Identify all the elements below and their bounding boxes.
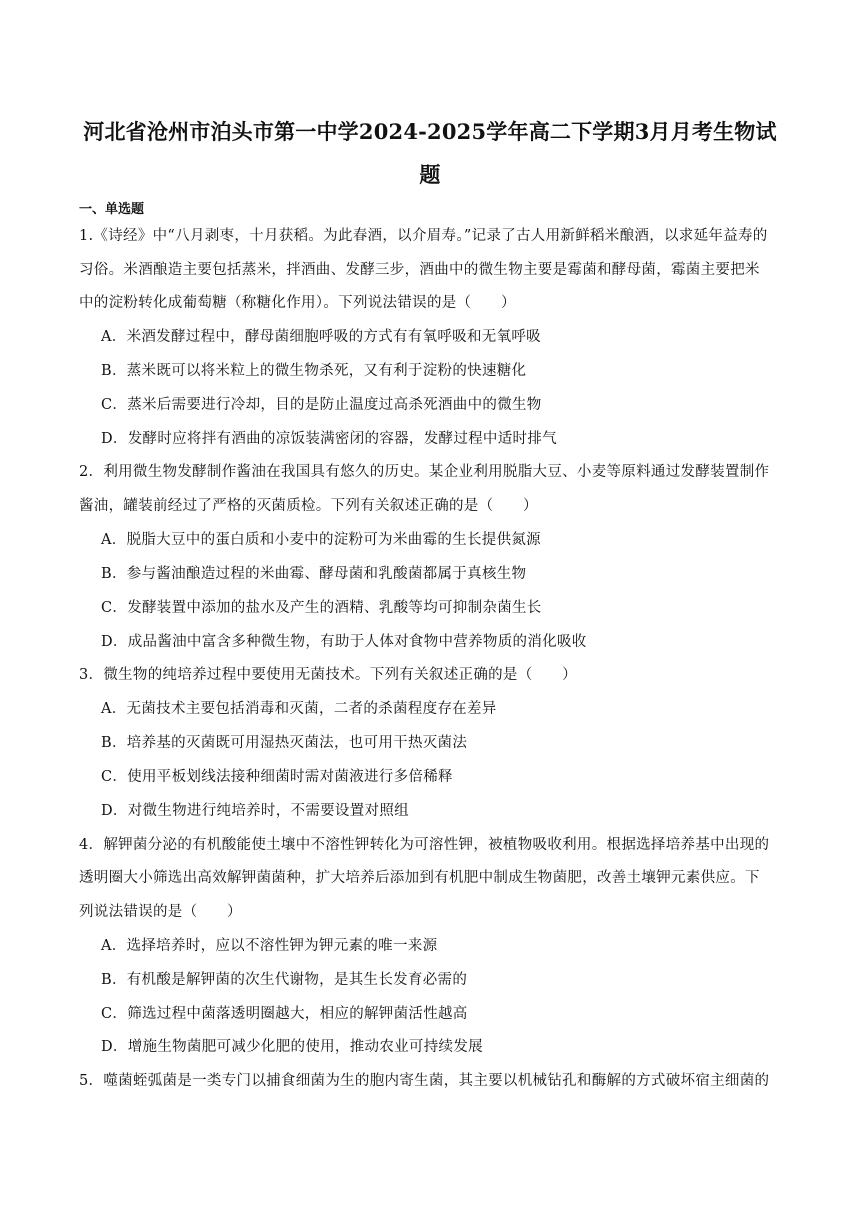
question-1-text: 1.《诗经》中“八月剥枣，十月获稻。为此春酒，以介眉寿。”记录了古人用新鲜稻米酿酒，以求延年益寿的 bbox=[79, 228, 768, 244]
question-2-text: 2．利用微生物发酵制作酱油在我国具有悠久的历史。某企业利用脱脂大豆、小麦等原料通过发酵装置制作 bbox=[79, 464, 770, 480]
question-4-text: 透明圈大小筛选出高效解钾菌菌种，扩大培养后添加到有机肥中制成生物菌肥，改善土壤钾元素供应。下 bbox=[79, 870, 760, 886]
question-3-text: 3．微生物的纯培养过程中要使用无菌技术。下列有关叙述正确的是（ ） bbox=[79, 667, 577, 683]
document-title: 河北省沧州市泊头市第一中学2024-2025学年高二下学期3月月考生物试 bbox=[83, 119, 777, 144]
question-1-option-c: C．蒸米后需要进行冷却，目的是防止温度过高杀死酒曲中的微生物 bbox=[101, 397, 542, 413]
question-2-option-c: C．发酵装置中添加的盐水及产生的酒精、乳酸等均可抑制杂菌生长 bbox=[101, 600, 542, 616]
question-3-option-d: D．对微生物进行纯培养时，不需要设置对照组 bbox=[101, 803, 409, 819]
question-2-option-b: B．参与酱油酿造过程的米曲霉、酵母菌和乳酸菌都属于真核生物 bbox=[101, 566, 527, 582]
section-heading: 一、单选题 bbox=[79, 202, 145, 217]
question-1-option-b: B．蒸米既可以将米粒上的微生物杀死，又有利于淀粉的快速糖化 bbox=[101, 363, 527, 379]
question-4-option-b: B．有机酸是解钾菌的次生代谢物，是其生长发育必需的 bbox=[101, 972, 468, 988]
question-4-option-d: D．增施生物菌肥可减少化肥的使用，推动农业可持续发展 bbox=[101, 1039, 483, 1055]
question-1-option-a: A．米酒发酵过程中，酵母菌细胞呼吸的方式有有氧呼吸和无氧呼吸 bbox=[101, 329, 541, 345]
question-2-option-a: A．脱脂大豆中的蛋白质和小麦中的淀粉可为米曲霉的生长提供氮源 bbox=[101, 532, 541, 548]
question-5-text: 5．噬菌蛭弧菌是一类专门以捕食细菌为生的胞内寄生菌，其主要以机械钻孔和酶解的方式破坏宿主细菌的 bbox=[79, 1073, 770, 1089]
document-title-continued: 题 bbox=[419, 162, 441, 187]
question-4-option-c: C．筛选过程中菌落透明圈越大，相应的解钾菌活性越高 bbox=[101, 1006, 468, 1022]
question-2-text: 酱油，罐装前经过了严格的灭菌质检。下列有关叙述正确的是（ ） bbox=[79, 498, 538, 514]
question-2-option-d: D．成品酱油中富含多种微生物，有助于人体对食物中营养物质的消化吸收 bbox=[101, 634, 587, 650]
question-4-text: 列说法错误的是（ ） bbox=[79, 904, 242, 920]
question-4-text: 4．解钾菌分泌的有机酸能使土壤中不溶性钾转化为可溶性钾，被植物吸收利用。根据选择培养基中出现的 bbox=[79, 837, 770, 853]
question-1-text: 中的淀粉转化成葡萄糖（称糖化作用）。下列说法错误的是（ ） bbox=[79, 295, 516, 311]
question-3-option-a: A．无菌技术主要包括消毒和灭菌，二者的杀菌程度存在差异 bbox=[101, 701, 497, 717]
question-3-option-c: C．使用平板划线法接种细菌时需对菌液进行多倍稀释 bbox=[101, 769, 453, 785]
question-3-option-b: B．培养基的灭菌既可用湿热灭菌法，也可用干热灭菌法 bbox=[101, 735, 468, 751]
question-4-option-a: A．选择培养时，应以不溶性钾为钾元素的唯一来源 bbox=[101, 938, 438, 954]
question-1-option-d: D．发酵时应将拌有酒曲的凉饭装满密闭的容器，发酵过程中适时排气 bbox=[101, 431, 557, 447]
question-1-text: 习俗。米酒酿造主要包括蒸米，拌酒曲、发酵三步，酒曲中的微生物主要是霉菌和酵母菌，霉菌主要把米 bbox=[79, 262, 760, 278]
